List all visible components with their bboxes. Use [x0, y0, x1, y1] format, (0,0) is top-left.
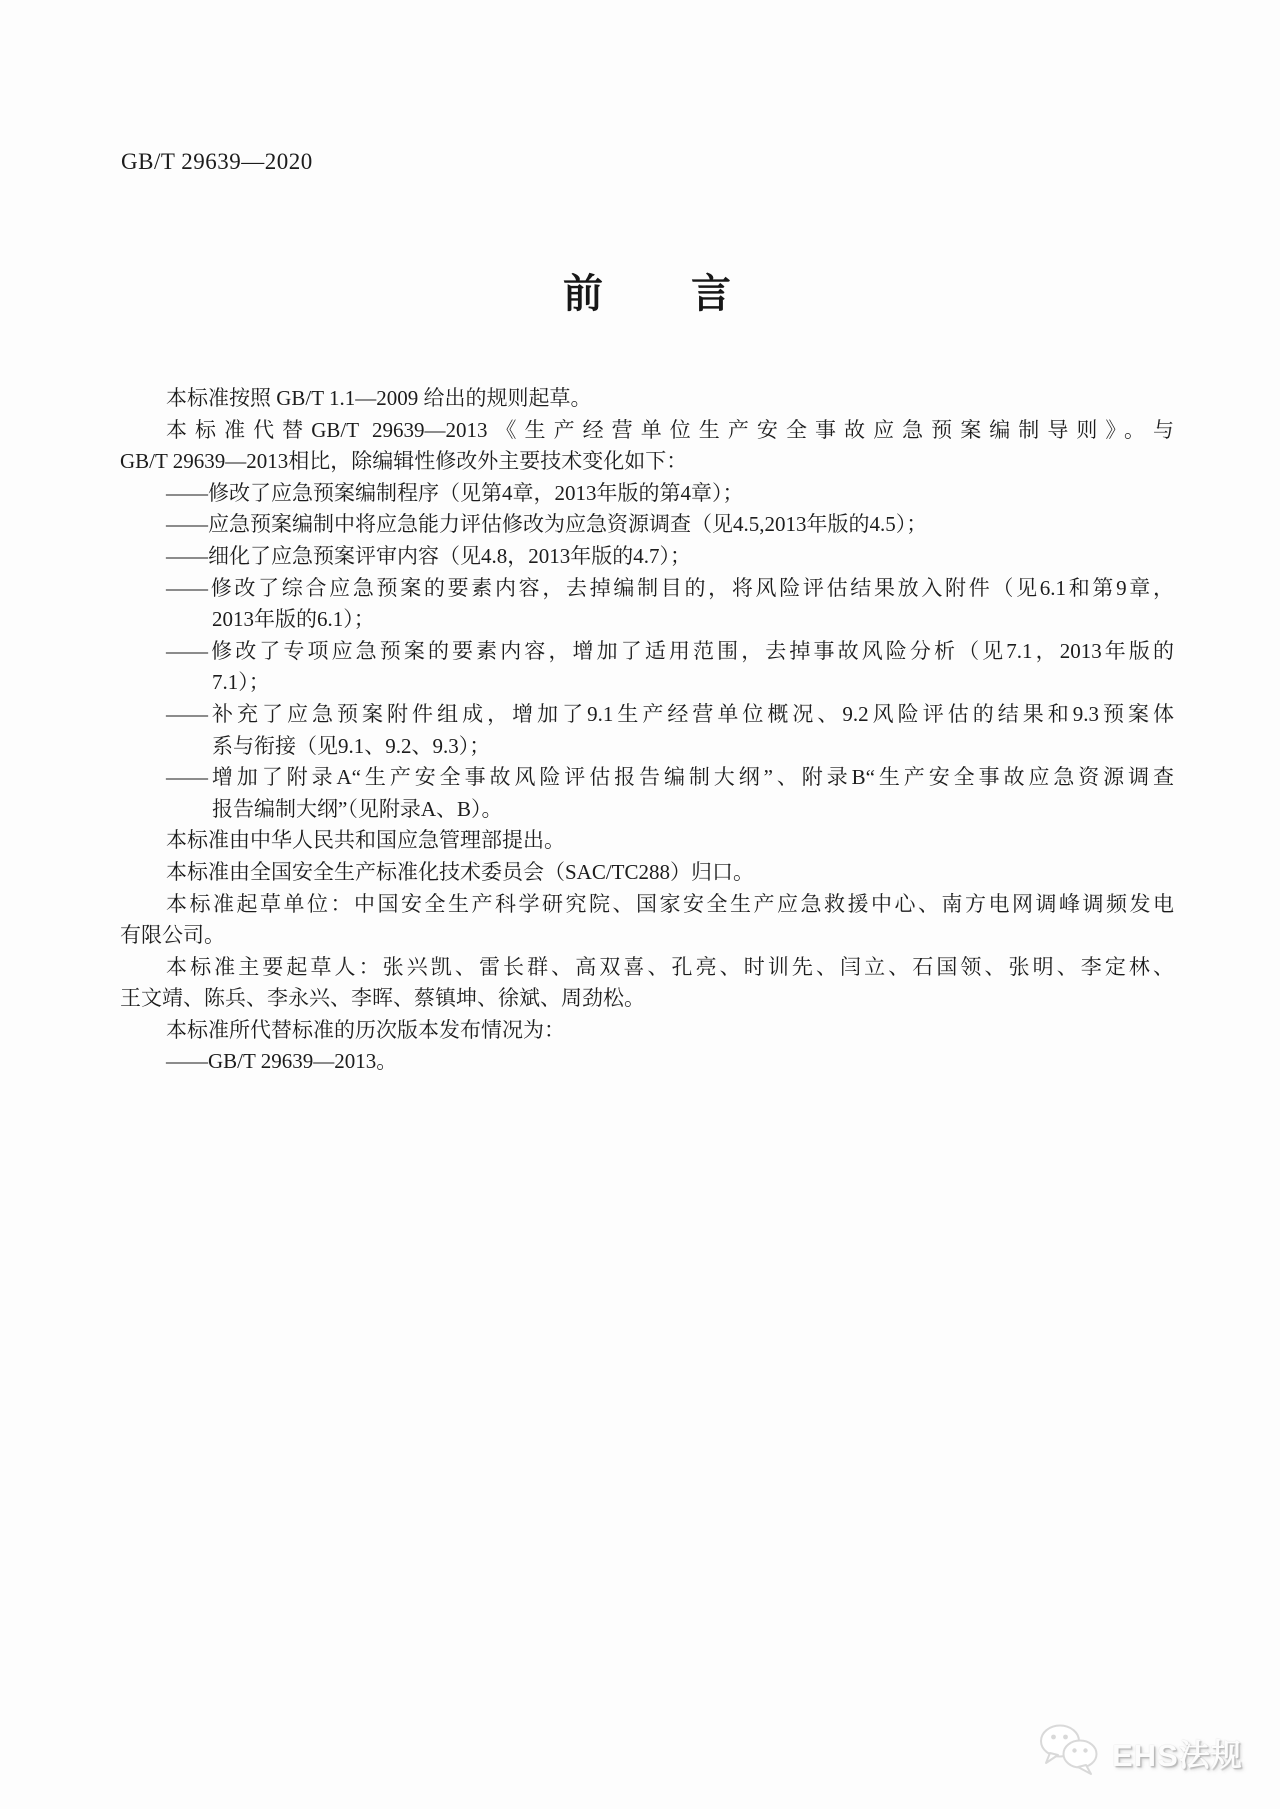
- foreword-line: ——修改了综合应急预案的要素内容，去掉编制目的，将风险评估结果放入附件（见6.1和第9章，: [166, 575, 1174, 600]
- foreword-line: ——修改了专项应急预案的要素内容，增加了适用范围，去掉事故风险分析（见7.1，2013年版的: [166, 638, 1174, 663]
- foreword-line: 2013年版的6.1）；: [212, 607, 375, 632]
- foreword-line: 本标准所代替标准的历次版本发布情况为：: [166, 1017, 565, 1042]
- watermark-label: EHS法规: [1112, 1738, 1243, 1773]
- foreword-line: 报告编制大纲”（见附录A、B）。: [212, 796, 503, 821]
- foreword-line: ——细化了应急预案评审内容（见4.8，2013年版的4.7）；: [166, 543, 691, 568]
- page-title-char-1: 前: [563, 272, 603, 316]
- foreword-line: 本标准代替GB/T 29639—2013《生产经营单位生产安全事故应急预案编制导则》。与: [166, 417, 1174, 442]
- foreword-line: 7.1）；: [212, 670, 270, 695]
- foreword-line: 系与衔接（见9.1、9.2、9.3）；: [212, 733, 491, 758]
- foreword-line: ——修改了应急预案编制程序（见第4章，2013年版的第4章）；: [166, 480, 744, 505]
- foreword-line: ——GB/T 29639—2013。: [166, 1049, 398, 1074]
- foreword-line: ——补充了应急预案附件组成，增加了9.1生产经营单位概况、9.2风险评估的结果和9.3预案体: [166, 701, 1174, 726]
- foreword-line: 王文靖、陈兵、李永兴、李晖、蔡镇坤、徐斌、周劲松。: [120, 986, 645, 1011]
- foreword-line: 本标准起草单位：中国安全生产科学研究院、国家安全生产应急救援中心、南方电网调峰调频发电: [166, 891, 1174, 916]
- foreword-line: 本标准按照 GB/T 1.1—2009 给出的规则起草。: [166, 386, 592, 410]
- wechat-icon: [1036, 1722, 1104, 1783]
- foreword-line: 本标准由中华人民共和国应急管理部提出。: [166, 828, 565, 853]
- foreword-line: ——增加了附录A“生产安全事故风险评估报告编制大纲”、附录B“生产安全事故应急资源调查: [166, 765, 1174, 790]
- foreword-line: 本标准主要起草人：张兴凯、雷长群、高双喜、孔亮、时训先、闫立、石国领、张明、李定林、: [166, 954, 1174, 979]
- foreword-body: [120, 383, 1174, 1078]
- foreword-line: ——应急预案编制中将应急能力评估修改为应急资源调查（见4.5,2013年版的4.5）；: [166, 512, 928, 537]
- watermark: [1036, 1722, 1243, 1783]
- page-title-char-2: 言: [691, 272, 731, 316]
- foreword-line: 本标准由全国安全生产标准化技术委员会（SAC/TC288）归口。: [166, 859, 755, 884]
- foreword-line: 有限公司。: [120, 923, 225, 948]
- foreword-line: GB/T 29639—2013相比，除编辑性修改外主要技术变化如下：: [120, 449, 688, 474]
- page-title: [120, 272, 1174, 316]
- standard-number-header: GB/T 29639—2020: [121, 149, 313, 174]
